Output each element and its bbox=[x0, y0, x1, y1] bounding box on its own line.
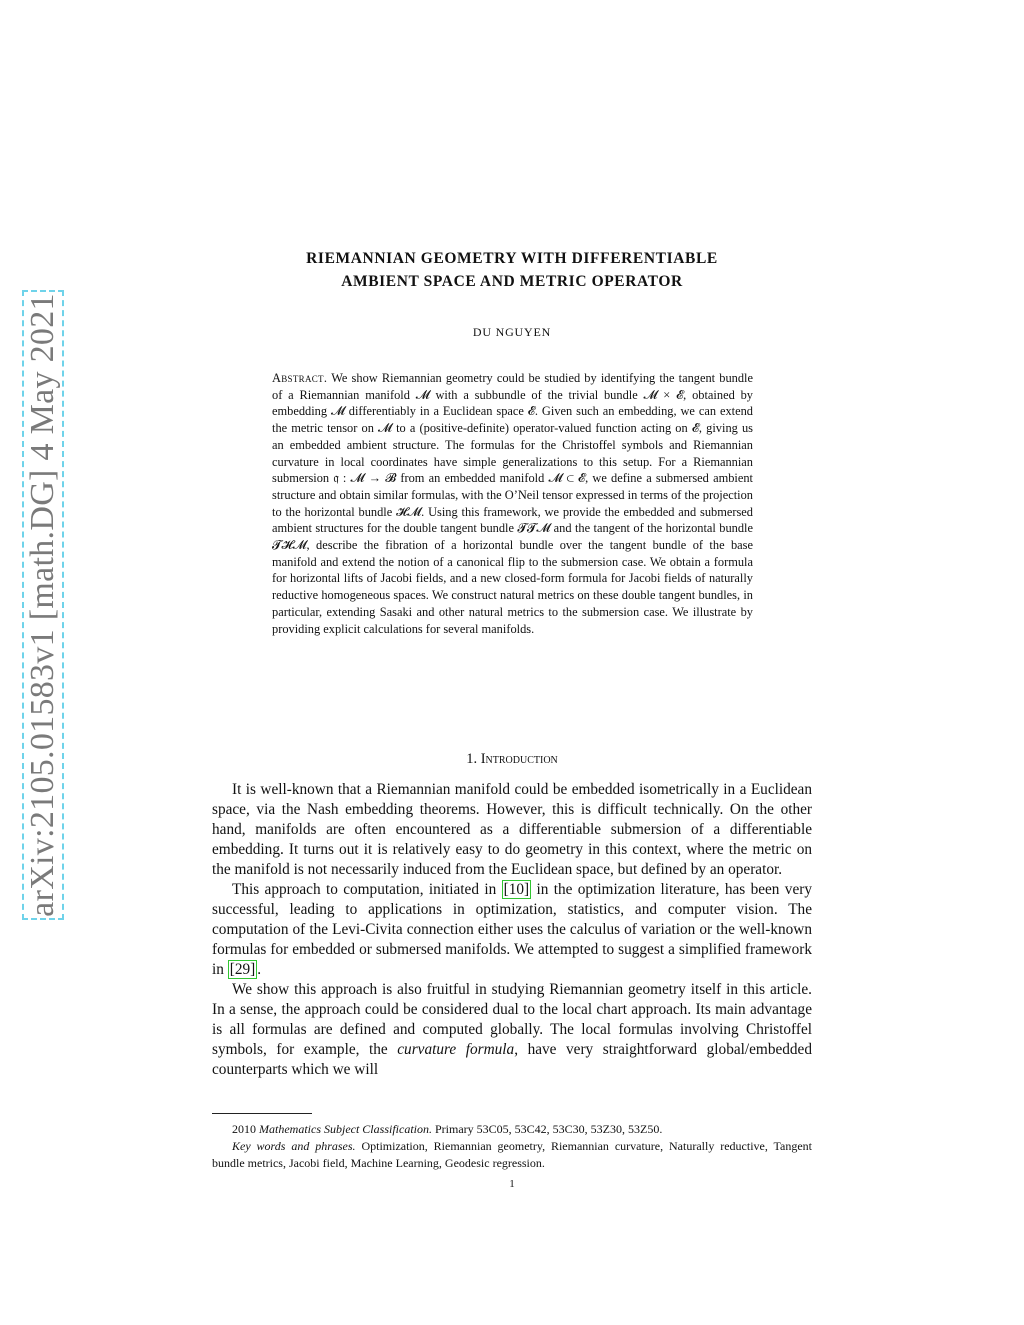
page-number: 1 bbox=[509, 1178, 515, 1190]
body-text bbox=[212, 780, 812, 1080]
paper-title bbox=[212, 247, 812, 293]
abstract bbox=[272, 370, 753, 637]
keywords-label: Key words and phrases. bbox=[232, 1139, 356, 1153]
citation-link-29[interactable]: [29] bbox=[229, 961, 256, 978]
paragraph-2 bbox=[212, 880, 812, 980]
msc-label: Mathematics Subject Classification. bbox=[259, 1122, 432, 1136]
curvature-formula-emphasis: curvature formula bbox=[397, 1041, 515, 1058]
arxiv-stamp bbox=[22, 290, 64, 920]
paragraph-2-part-a: This approach to computation, initiated in bbox=[232, 881, 502, 898]
arxiv-id: arXiv:2105.01583v1 [math.DG] 4 May 2021 bbox=[24, 293, 61, 917]
paragraph-1: It is well-known that a Riemannian manifold could be embedded isometrically in a Euclidean space, via the Nash embedding theorems. However, this is difficult technically. On the other hand, manifolds are often encountered as a differentiable submersion of a differentiable embedding. It turns out it is relatively easy to do geometry in this context, where the metric on the manifold is not necessarily induced from the Euclidean space, but defined by an operator. bbox=[212, 781, 812, 878]
section-number: 1. bbox=[466, 751, 478, 767]
msc-footnote bbox=[212, 1121, 812, 1138]
keywords-footnote bbox=[212, 1138, 812, 1172]
author: DU NGUYEN bbox=[472, 325, 552, 339]
msc-year: 2010 bbox=[232, 1122, 259, 1136]
paragraph-3-part-b: , have very straightforward global/embedded counterparts which we will bbox=[212, 1041, 812, 1078]
title-line-2: AMBIENT SPACE AND METRIC OPERATOR bbox=[341, 273, 683, 290]
section-title: Introduction bbox=[480, 751, 558, 767]
msc-text: Primary 53C05, 53C42, 53C30, 53Z30, 53Z50. bbox=[431, 1122, 663, 1136]
abstract-label: Abstract. bbox=[272, 371, 328, 385]
abstract-text: We show Riemannian geometry could be studied by identifying the tangent bundle of a Riemannian manifold 𝓜 with a subbundle of the trivial bundle 𝓜 × 𝓔, obtained by embedding 𝓜 differentiably in a Euclidean space 𝓔. Given such an embedding, we can extend the metric tensor on 𝓜 to a (positive-definite) operator-valued function acting on 𝓔, giving us an embedded ambient structure. The formulas for the Christoffel symbols and Riemannian curvature in local coordinates have simple generalizations to this setup. For a Riemannian submersion 𝔮 : 𝓜 → 𝓑 from an embedded manifold 𝓜 ⊂ 𝓔, we define a submersed ambient structure and obtain similar formulas, with the O’Neil tensor expressed in terms of the projection to the horizontal bundle 𝓗𝓜. Using this framework, we provide the embedded and submersed ambient structures for the double tangent bundle 𝓣𝓣𝓜 and the tangent of the horizontal bundle 𝓣𝓗𝓜, describe the fibration of a horizontal bundle over the tangent bundle of the base manifold and extend the notion of a canonical flip to the submersion case. We obtain a formula for horizontal lifts of Jacobi fields, and a new closed-form formula for Jacobi fields of naturally reductive homogeneous spaces. We construct natural metrics on these double tangent bundles, in particular, extending Sasaki and other natural metrics to the submersion case. We illustrate by providing explicit calculations for several manifolds. bbox=[272, 371, 753, 636]
keywords-text: Optimization, Riemannian geometry, Riemannian curvature, Naturally reductive, Tangent bundle metrics, Jacobi field, Machine Learning, Geodesic regression. bbox=[212, 1139, 813, 1170]
title-line-1: RIEMANNIAN GEOMETRY WITH DIFFERENTIABLE bbox=[306, 250, 718, 267]
paragraph-3-part-a: We show this approach is also fruitful in studying Riemannian geometry itself in this article. In a sense, the approach could be considered dual to the local chart approach. Its main advantage is all formulas are defined and computed globally. The local formulas involving Christoffel symbols, for example, the bbox=[212, 981, 812, 1058]
paragraph-2-part-c: . bbox=[257, 961, 262, 978]
footnote-rule bbox=[212, 1113, 312, 1114]
citation-link-10[interactable]: [10] bbox=[503, 881, 530, 898]
footnotes bbox=[212, 1121, 812, 1172]
paragraph-3 bbox=[212, 980, 812, 1080]
paragraph-2-part-b: in the optimization literature, has been very successful, leading to applications in optimization, statistics, and computer vision. The computation of the Levi-Civita connection either uses the calculus of variation or the well-known formulas for embedded or submersed manifolds. We attempted to suggest a simplified framework in bbox=[212, 881, 812, 978]
section-heading bbox=[212, 751, 812, 768]
